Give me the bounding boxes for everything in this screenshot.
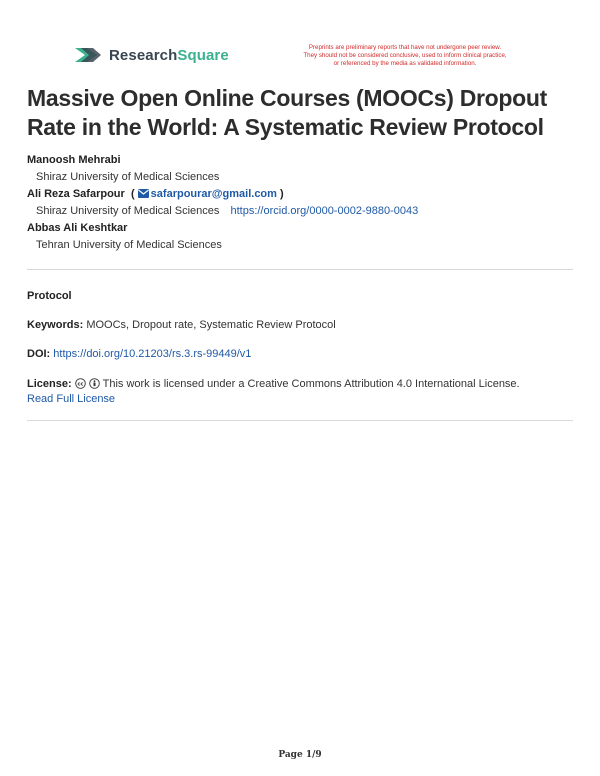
logo-word-research: Research	[109, 46, 178, 64]
license-label: License:	[27, 378, 72, 390]
divider-bottom	[27, 420, 573, 421]
doi-row	[27, 347, 573, 362]
author-name-1: Manoosh Mehrabi	[27, 154, 121, 166]
disclaimer-line-2: They should not be considered conclusive, used to inform clinical practice,	[303, 52, 507, 59]
author-list	[27, 152, 573, 254]
article-type: Protocol	[27, 290, 72, 302]
envelope-icon	[138, 189, 149, 198]
research-square-logo-icon	[73, 44, 103, 66]
license-text: This work is licensed under a Creative Commons Attribution 4.0 International License.	[102, 378, 520, 390]
doi-link[interactable]: https://doi.org/10.21203/rs.3.rs-99449/v1	[53, 348, 252, 360]
page-number: Page 1/9	[278, 750, 322, 760]
svg-text:cc: cc	[77, 381, 84, 388]
research-square-logo[interactable]	[73, 44, 229, 66]
author-affiliation-2: Shiraz University of Medical Sciences	[36, 205, 220, 217]
doi-label: DOI:	[27, 348, 51, 360]
paper-title: Massive Open Online Courses (MOOCs) Dropout Rate in the World: A Systematic Review Protocol	[27, 85, 548, 140]
disclaimer-line-3: or referenced by the media as validated information.	[333, 60, 477, 67]
orcid-link[interactable]: https://orcid.org/0000-0002-9880-0043	[230, 205, 419, 217]
author-affiliation-1: Shiraz University of Medical Sciences	[36, 171, 220, 183]
keywords-value: MOOCs, Dropout rate, Systematic Review Protocol	[86, 319, 336, 331]
keywords-label: Keywords:	[27, 319, 84, 331]
author-name-3: Abbas Ali Keshtkar	[27, 222, 128, 234]
author-name-2: Ali Reza Safarpour	[27, 188, 125, 200]
author-affiliation-row-2	[27, 203, 573, 220]
read-full-license-link[interactable]: Read Full License	[27, 393, 116, 405]
divider-top	[27, 269, 573, 270]
author-email-link[interactable]: safarpourar@gmail.com	[150, 188, 277, 200]
logo-word-square: Square	[177, 46, 229, 64]
author-row-2	[27, 186, 573, 203]
author-affiliation-3: Tehran University of Medical Sciences	[36, 239, 222, 251]
disclaimer-line-1: Preprints are preliminary reports that have not undergone peer review.	[308, 44, 502, 51]
attribution-icon	[89, 378, 100, 389]
cc-icon	[75, 378, 86, 389]
preprint-disclaimer	[270, 44, 540, 68]
email-paren-close: )	[280, 188, 284, 200]
license-row	[27, 377, 573, 407]
keywords-row	[27, 318, 573, 333]
email-paren-open: (	[130, 188, 135, 200]
